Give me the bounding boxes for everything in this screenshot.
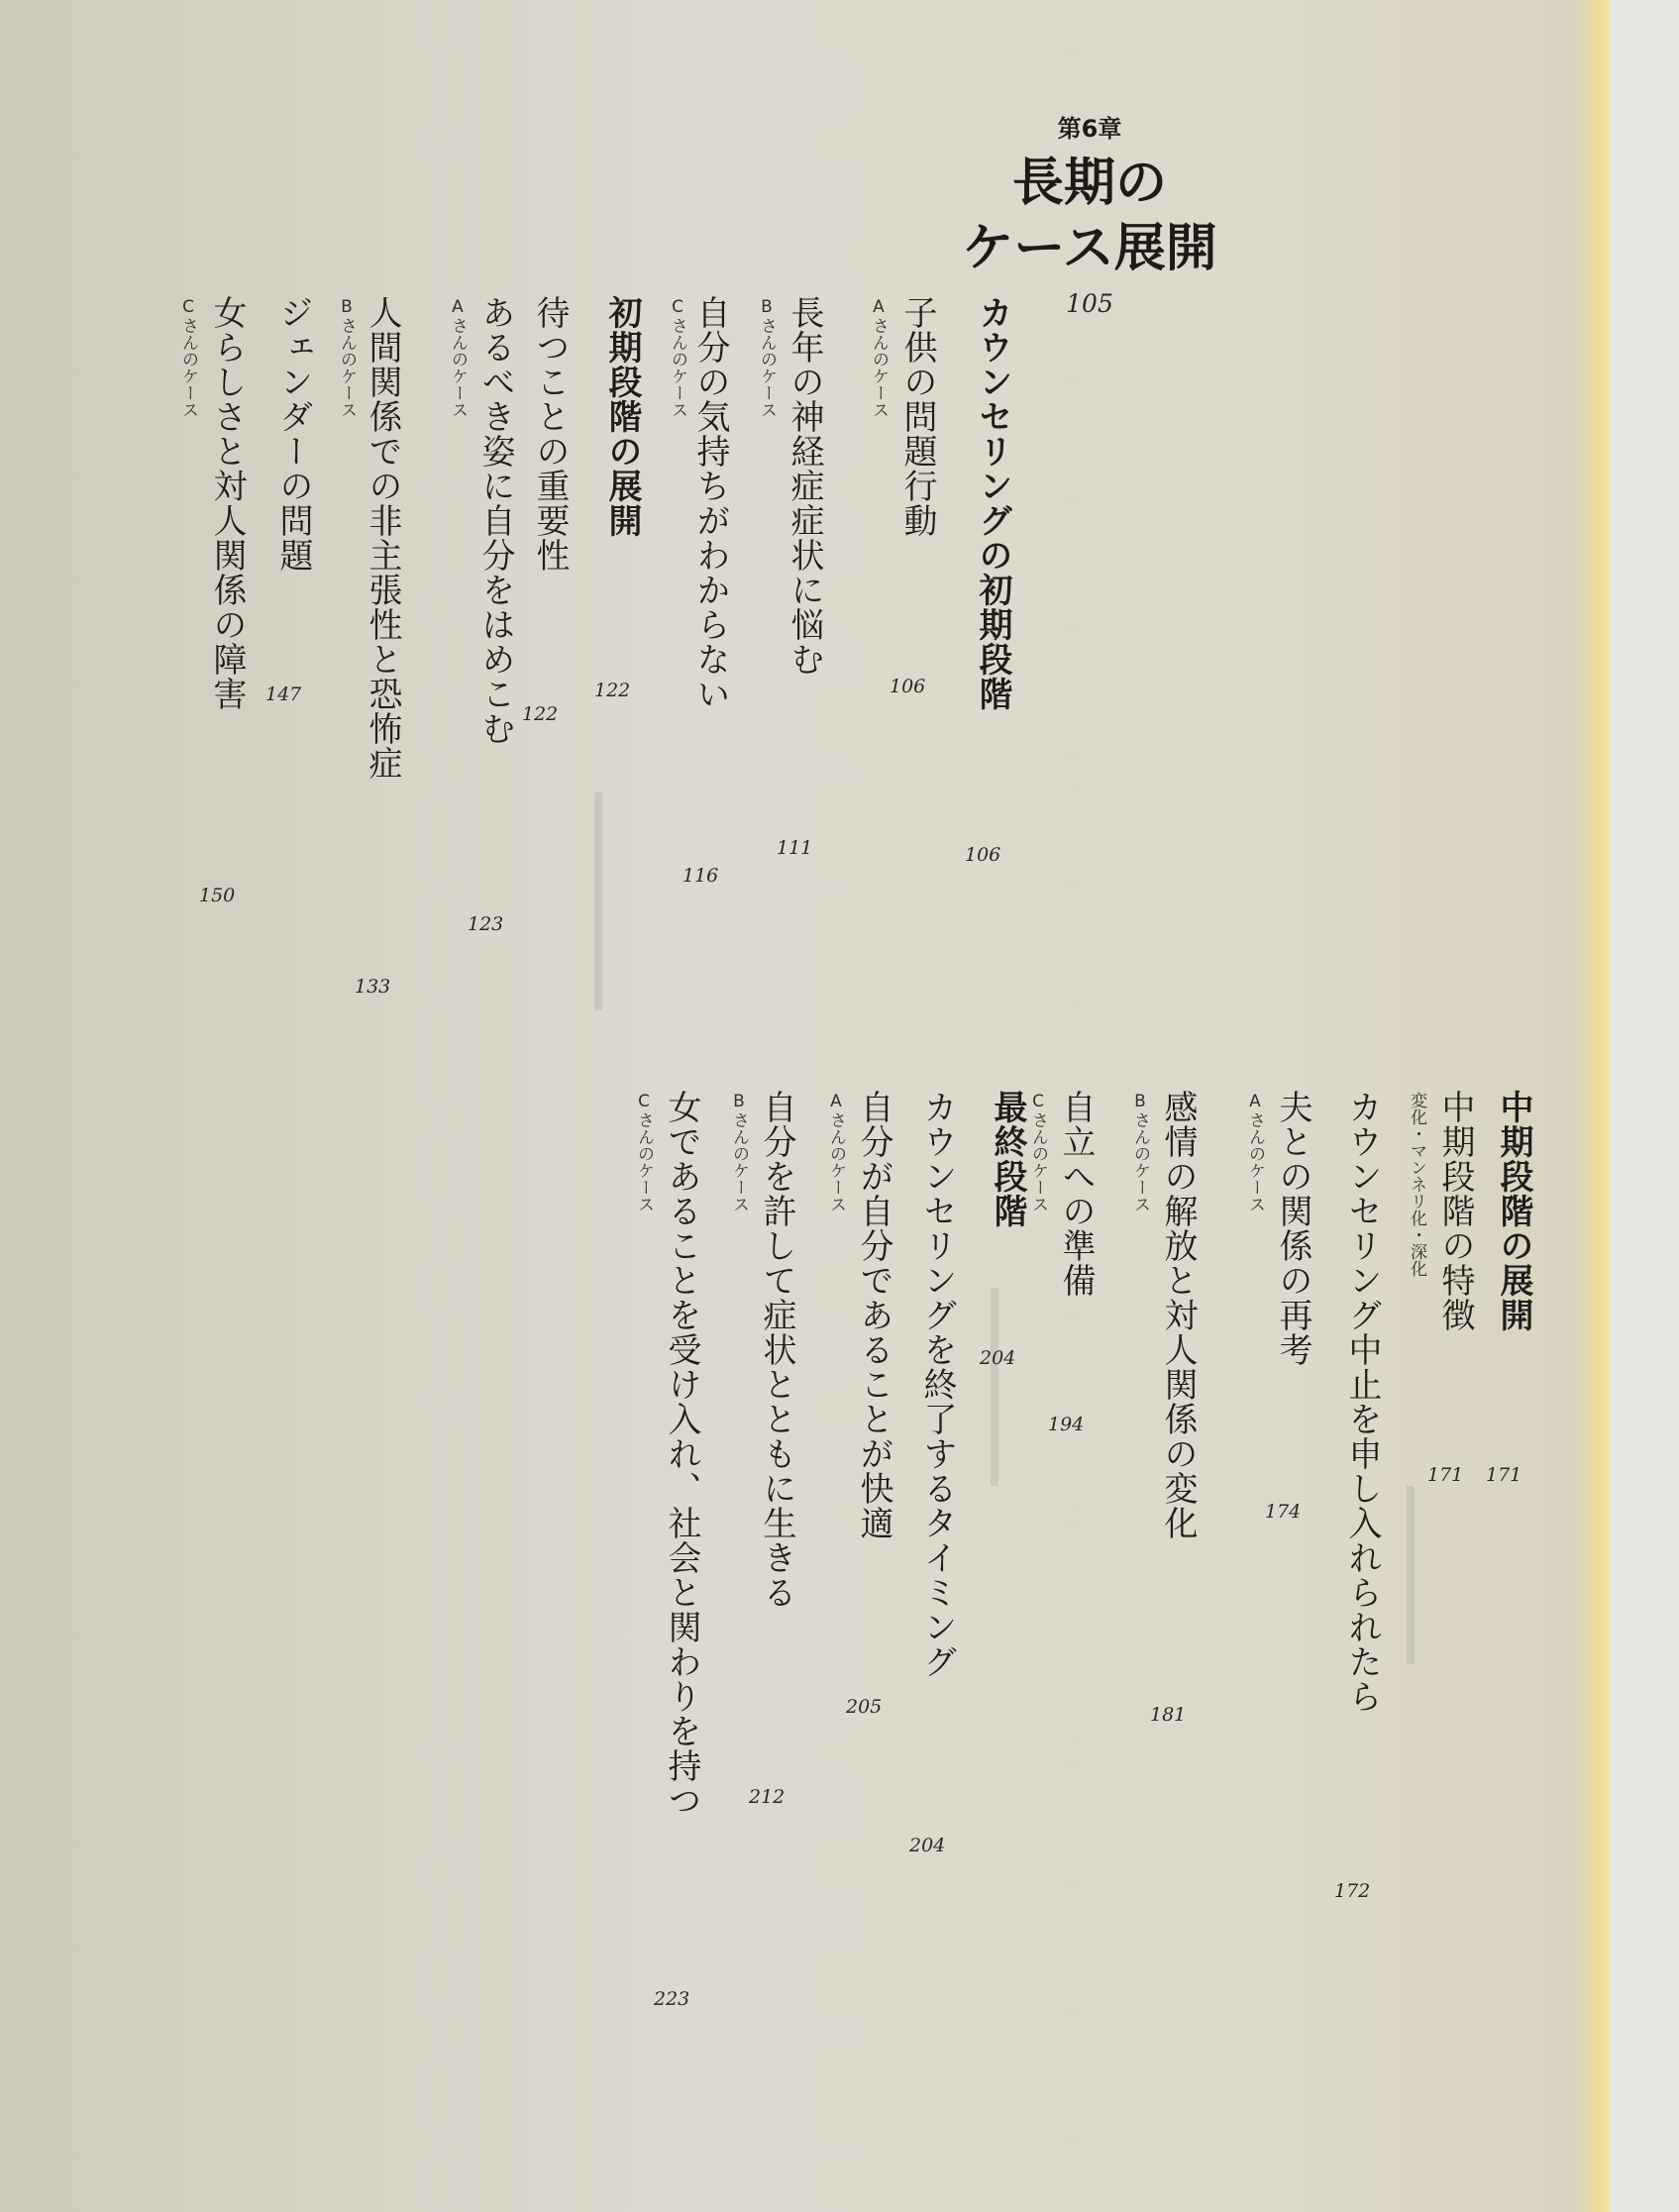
entry-subtitle: Bさんのケース: [337, 297, 357, 418]
entry-subtitle: Bさんのケース: [1130, 1092, 1150, 1212]
page-number: 116: [682, 865, 719, 887]
page-number: 123: [468, 913, 504, 935]
page-number: 181: [1150, 1704, 1187, 1726]
entry-title: 自立への準備: [1056, 1090, 1096, 1298]
entry-title: 長年の神経症症状に悩む: [785, 295, 824, 677]
show-through-mark: [594, 792, 602, 1010]
section-heading: 中期段階の展開: [1494, 1090, 1533, 1332]
entry-subtitle: Aさんのケース: [1245, 1092, 1265, 1212]
entry-title: 自分の気持ちがわからない: [690, 295, 730, 711]
entry-subtitle: Cさんのケース: [1028, 1092, 1048, 1212]
page-number: 122: [594, 680, 631, 701]
entry-subtitle: Cさんのケース: [668, 297, 687, 418]
page-number: 223: [654, 1988, 690, 2010]
page-number: 111: [777, 837, 813, 859]
page-number: 150: [199, 885, 236, 906]
page-number: 204: [980, 1347, 1016, 1369]
page-number: 204: [909, 1835, 946, 1856]
entry-title: 待つことの重要性: [530, 295, 570, 573]
chapter-title: [951, 151, 1228, 281]
page-number: 122: [522, 703, 559, 725]
chapter-number: 第6章: [1057, 115, 1122, 143]
page-number: 194: [1048, 1414, 1085, 1435]
section-heading: 最終段階: [988, 1090, 1027, 1228]
entry-title: 自分を許して症状とともに生きる: [757, 1090, 796, 1610]
entry-subtitle: Cさんのケース: [178, 297, 198, 418]
entry-subtitle: Bさんのケース: [757, 297, 777, 418]
entry-subtitle: Aさんのケース: [869, 297, 889, 418]
entry-title: 女らしさと対人関係の障害: [207, 295, 247, 711]
chapter-title-line2: ケース展開: [962, 219, 1217, 278]
page-number: 171: [1427, 1464, 1464, 1486]
page-number: 212: [749, 1786, 786, 1808]
entry-title: 感情の解放と対人関係の変化: [1158, 1090, 1198, 1540]
entry-title: 子供の問題行動: [897, 295, 937, 538]
entry-title: 夫との関係の再考: [1273, 1090, 1312, 1367]
entry-title: ジェンダーの問題: [273, 295, 313, 573]
page-number: 174: [1265, 1501, 1302, 1523]
page-edge: [1575, 0, 1615, 2212]
entry-title: カウンセリング中止を申し入れられたら: [1342, 1090, 1382, 1714]
chapter-page-number: 105: [1066, 289, 1113, 318]
page-number: 147: [265, 684, 302, 705]
entry-subtitle: Cさんのケース: [634, 1092, 654, 1212]
page-number: 205: [846, 1696, 883, 1718]
show-through-mark: [1407, 1486, 1415, 1664]
entry-subtitle: Aさんのケース: [826, 1092, 846, 1212]
show-through-mark: [991, 1288, 998, 1486]
entry-subtitle: 変化・マンネリ化・深化: [1407, 1092, 1426, 1277]
entry-subtitle: Bさんのケース: [729, 1092, 749, 1212]
entry-title: カウンセリングを終了するタイミング: [917, 1090, 957, 1679]
entry-subtitle: Aさんのケース: [448, 297, 468, 418]
page-number: 106: [965, 844, 1001, 866]
section-heading: 初期段階の展開: [602, 295, 642, 538]
entry-title: 人間関係での非主張性と恐怖症: [363, 295, 402, 781]
chapter-title-line1: 長期の: [1011, 154, 1167, 213]
page-number: 172: [1334, 1880, 1371, 1902]
entry-title: 中期段階の特徴: [1435, 1090, 1475, 1332]
page-number: 133: [355, 976, 391, 998]
adjacent-page: [1610, 0, 1679, 2212]
page-number: 106: [890, 676, 926, 697]
entry-title: 自分が自分であることが快適: [854, 1090, 893, 1540]
entry-title: 女であることを受け入れ、社会と関わりを持つ: [662, 1090, 701, 1818]
page-number: 171: [1486, 1464, 1522, 1486]
section-heading: カウンセリングの初期段階: [973, 295, 1012, 711]
entry-title: あるべき姿に自分をはめこむ: [475, 295, 515, 746]
